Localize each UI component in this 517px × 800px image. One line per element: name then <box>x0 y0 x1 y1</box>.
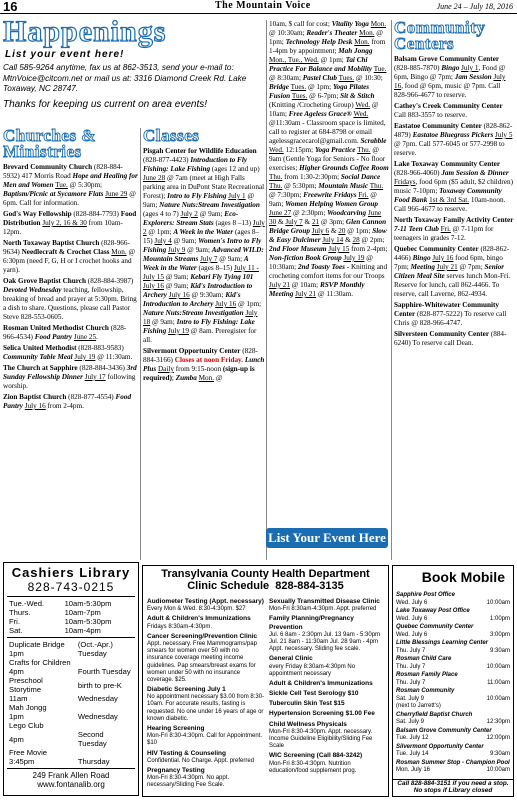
clinic-title: Transylvania County Health Department <box>161 568 370 580</box>
library-row: Mah Jongg <box>9 703 47 712</box>
church-entry: The Church at Sapphire (828-884-3436) 3rd Sunday Fellowship Dinner July 17 following worship. <box>3 364 137 390</box>
classes-column <box>143 128 265 562</box>
clinic-subtitle: Clinic Schedule 828-884-3135 <box>187 580 344 592</box>
churches-list <box>3 163 139 411</box>
classes-continued-text: 10am, $ call for cost; Vitality Yoga Mon. @ 10:30am; Reader's Theater Mon. @ 1pm; Technology Help Desk Mon. from 1-4pm by appointment; Mah Jongg Mon., Tue., Wed. @ 1pm; Tai Chi Practice For Balance and Mobility Tue. @ 8:30am; Pastel Club Tues. @ 10:30; Bridge Tues. @ 1pm; Yoga Pilates Fusion Tues. @ 6-7pm; Sit & Stitch (Knitting /Crocheting Group) Wed. @ 10am; Free Ageless Grace® Wed. @11:30am - Classroom space is limited, call to register at 684-8798 or email agelessgracecarol@gmail.com. Scrabble Wed. 12:15pm; Yoga Practice Thu. @ 9am (Gentle Yoga for Seniors - No floor exercises; Higher Grounds Coffee Room Thu. from 1:30-2:30pm; Social Dance Thu. @ 5:30pm; Mountain Music Thu. @ 7:30pm; Freewrite Fridays Fri. @ 9am; Women Helping Women Group June 27 @ 2:30pm; Woodcarving June 30 & July 7 & 21 @ 3pm; Glen Cannon Bridge Group July 6 & 20 @ 1pm; Slow & Easy Dulcimer July 14 & 28 @ 2pm; 2nd Floor Museum July 15 from 2-4pm; Non-fiction Book Group July 19 @ 10:30am; 2nd Toasty Toes - Knitting and crocheting comfort items for our Troops July 21 @ 10am; RSVP Monthly Meeting July 21 @ 11:30am. <box>269 20 389 298</box>
library-row: 4pm Fourth Tuesday <box>9 667 131 676</box>
clinic-item: Family Planning/Pregnancy Prevention Jul. 6 8am - 2:30pm Jul. 13 9am - 5:30pm Jul. 21 8am - 11:30am Jul. 28 9am - 4pm Appt. necessary. Sliding fee scale. <box>269 615 381 653</box>
bookmobile-time: Thu. July 7 11:00am <box>396 679 510 686</box>
library-row: Crafts for Children <box>9 658 71 667</box>
happenings-intro-text: Call 585-9264 anytime, fax us at 862-3513, send your e-mail to: MtnVoice@citcom.net or mail us at: 3316 Diamond Creek Rd. Lake Toxaway, NC 28747. <box>3 63 247 94</box>
library-hours <box>7 599 135 635</box>
library-address: 249 Frank Allen Road <box>32 771 110 780</box>
clinic-phone: 828-884-3135 <box>275 580 344 592</box>
clinic-item: HIV Testing & Counseling Confidential. No Charge. Appt. preferred <box>147 749 255 764</box>
library-row: Preschool Storytime birth to pre-K <box>9 676 122 694</box>
library-website[interactable]: www.fontanalib.org <box>37 780 105 789</box>
bookmobile-stop: Silvermont Opportunity Center <box>396 743 484 750</box>
clinic-item: Adult & Children's Immunizations <box>269 679 373 687</box>
page-header <box>0 0 517 14</box>
clinic-item: Hearing Screening Mon-Fri 8:30-4:30pm. Call for Appointment. $10 <box>147 725 263 747</box>
bookmobile-time: Tue. July 14 9:30am <box>396 751 510 757</box>
center-entry: Silversteen Community Center (884-6240) To reserve call Dean. <box>394 330 507 347</box>
library-row: 1pm Tuesday <box>9 649 107 658</box>
bookmobile-time: Thu. July 7 10:00am <box>396 663 510 670</box>
center-entry: Balsam Grove Community Center (828-885-7870) Bingo July 1, Food @ 6pm, Bingo @ 7pm; Jam Session July 16, food @ 6pm, music @ 7pm. Call 828-966-4677 to reserve. <box>394 55 506 99</box>
list-your-event-banner[interactable]: List Your Event Here <box>266 528 388 548</box>
happenings-title: Happenings <box>3 17 167 48</box>
center-entry: Cathey's Creek Community Center Call 883-3557 to reserve. <box>394 102 503 119</box>
bookmobile-time: Thu. July 7 9:30am <box>396 647 510 654</box>
clinic-item: WIC Screening (Call 884-3242) Mon-Fri 8:30-4:30pm. Nutrition education/food supplement prog. <box>269 752 363 774</box>
library-row: 4pm Second Tuesday <box>9 730 107 748</box>
clinic-right-list <box>269 598 386 777</box>
clinic-item: Cancer Screening/Prevention Clinic Appt. necessary. Free Mammograms/pap smears for women over 50 with no insurance coverage meeting income guidelines. Pap smears/breast exams for women under 50 with no insurance coverage. $25. <box>147 632 258 683</box>
centers-list <box>394 55 515 348</box>
clinic-item: Sexually Transmitted Disease Clinic Mon-Fri 8:30am-4:30pm. Appt. preferred <box>269 598 380 613</box>
bookmobile-time: Sat. July 9 12:30pm <box>396 719 510 725</box>
library-row: 1pm Wednesday <box>9 712 118 721</box>
bookmobile-stop: Rosman Child Care <box>396 656 452 662</box>
church-entry: Oak Grove Baptist Church (828-884-3987) Devoted Wednesday teaching, fellowship, breaking of bread and prayer at 5:30pm. Bring a dish to share. Questions, please call Pastor Steve 828-553-0605. <box>3 277 137 321</box>
library-row: Fri. 10am-5:30pm <box>9 617 112 626</box>
clinic-item: Tuberculin Skin Test $15 <box>269 700 345 708</box>
bookmobile-title: Book Mobile <box>421 569 505 585</box>
churches-heading: Churches & Ministries <box>3 128 96 161</box>
bookmobile-footer: Call 828-884-3151 if you need a stop. No stops if Library closed <box>393 779 513 794</box>
library-row: 3:45pm Thursday <box>9 757 110 766</box>
bookmobile-stop: Lake Toxaway Post Office <box>396 608 470 614</box>
bookmobile-time: Tue. July 12 12:00pm <box>396 735 510 741</box>
center-entry: North Toxaway Family Activity Center 7-11 Teen Club Fri. @ 7-11pm for teenagers in grades 7-12. <box>394 216 514 242</box>
class-entry: Silvermont Opportunity Center (828-884-3166) Closes at noon Friday. Lunch Plus Daily from 9:15-noon (sign-up is required); Zumba Mon. @ <box>143 347 265 382</box>
library-row: Sat. 10am-4pm <box>9 626 101 635</box>
community-centers-column <box>394 20 515 560</box>
bookmobile-stop: Balsam Grove Community Center <box>396 727 492 734</box>
bookmobile-stop: Rosman Community <box>396 688 455 694</box>
center-entry: Sapphire-Whitewater Community Center (828-877-5222) To reserve call Chris @ 828-966-4747. <box>394 301 507 327</box>
library-row: Tue.-Wed. 10am-5:30pm <box>9 599 112 608</box>
library-events <box>7 640 135 766</box>
library-name: Cashiers Library <box>11 565 131 580</box>
bookmobile-stop: Quebec Community Center <box>396 624 474 630</box>
center-entry: Lake Toxaway Community Center (828-966-4060) Jam Session & Dinner Fridays, food 6pm ($5 adult, $2 children) music 7-10pm; Toxaway Community Food Bank 1st & 3rd Sat. 10am-noon. Call 966-4677 to reserve. <box>394 160 513 213</box>
bookmobile-time: (next to Jarrett's) <box>396 703 441 709</box>
masthead: The Mountain Voice <box>215 0 311 11</box>
clinic-left-list <box>147 598 265 792</box>
library-row: Free Movie <box>9 748 47 757</box>
issue-date: June 24 – July 18, 2016 <box>436 2 513 11</box>
thanks-text: Thanks for keeping us current on area events! <box>3 98 208 110</box>
bookmobile-stop: Little Blessings Learning Center <box>396 640 489 646</box>
bookmobile-time: Wed. July 6 3:00pm <box>396 631 510 638</box>
classes-continued <box>269 20 390 525</box>
clinic-item: Audiometer Testing (Appt. necessary) Every Mon & Wed. 8:30-4:30pm. $27 <box>147 598 264 613</box>
bookmobile-stop: Rosman Family Place <box>396 672 458 678</box>
church-entry: Selica United Methodist (828-883-9583) Community Table Meal July 19 @ 11:30am. <box>3 344 133 361</box>
library-row: Lego Club <box>9 721 44 730</box>
bookmobile-time: Wed. July 6 10:00am <box>396 599 510 606</box>
churches-column <box>3 128 139 560</box>
page-number: 16 <box>3 0 18 14</box>
church-entry: Brevard Community Church (828-884-5932) 417 Morris Road Hope and Healing for Men and Women Tue. @ 5:30pm; Baptism/Picnic at Sycamore Flats June 29 @ 6pm. Call for information. <box>3 163 138 207</box>
bookmobile-stop: Cherryfield Baptist Church <box>396 711 473 718</box>
bookmobile-stop: Sapphire Post Office <box>396 592 455 598</box>
happenings-subtitle: List your event here! <box>5 49 125 60</box>
church-entry: North Toxaway Baptist Church (828-966-9634) Needlecraft & Crochet Class Mon. @ 6:30pm (need F, G, H or I crochet hooks and yarn). <box>3 239 136 274</box>
class-entry: Pisgah Center for Wildlife Education (828-877-4423) Introduction to Fly Fishing: Lake Fishing (ages 12 and up) June 28 @ 7am (meet at High Falls parking area in DuPont State Recreational Forest); Intro to Fly Fishing July 1 @ 9am; Nature Nuts:Stream Investigation (ages 4 to 7) July 2 @ 9am; Eco-Explorers: Stream Stats (ages 8 –13) July 2 @ 1pm; A Week in the Water (ages 8–15) July 4 @ 9am; Women's Intro to Fly Fishing July 9 @ 9am; Advanced WILD: Mountain Streams July 7 @ 9am; A Week in the Water (ages 8–15) July 11 - July 15 @ 9am; Kebari Fly Tying 101 July 16 @ 9am; Kid's Introduction to Archery July 16 @ 9:30am; Kid's Introduction to Archery July 16 @ 1pm; Nature Nuts:Stream Investigation July 18 @ 9am; Intro to Fly Fishing: Lake Fishing July 19 @ 8am. Preregister for all. <box>143 147 265 344</box>
library-row: Duplicate Bridge (Oct.-Apr.) <box>9 640 113 649</box>
church-entry: Rosman United Methodist Church (828-966-4534) Food Pantry June 25. <box>3 324 127 341</box>
clinic-item: Diabetic Screening July 1 No appointment necessary $3.00 from 8:30-10am. For accurate results, fasting is requested. No one under 16 years of age or known diabetic. <box>147 686 265 722</box>
clinic-item: Adult & Children's Immunizations Fridays 8:30am-4:30pm. <box>147 615 251 630</box>
library-phone: 828-743-0215 <box>27 580 115 594</box>
centers-heading: Community Centers <box>394 20 486 53</box>
library-row: 11am Wednesday <box>9 694 118 703</box>
classes-heading: Classes <box>143 128 200 145</box>
center-entry: Eastatoe Community Center (828-862-4879) Eastatoe Bluegrass Pickers July 5 @ 7pm. Call 577-6045 or 577-2998 to reserve. <box>394 122 513 157</box>
classes-list <box>143 147 265 383</box>
clinic-item: Sickle Cell Test Serology $10 <box>269 690 359 698</box>
clinic-item: General Clinic every Friday 8:30am-4:30pm No appointment necessary <box>269 655 356 677</box>
church-entry: Zion Baptist Church (828-877-4554) Food Pantry July 16 from 2-4pm. <box>3 393 132 410</box>
clinic-item: Hypertension Screening $1.00 Fee <box>269 710 375 718</box>
library-row: Thurs. 10am-7pm <box>9 608 101 617</box>
bookmobile-time: Wed. July 6 1:00pm <box>396 615 510 622</box>
bookmobile-box <box>392 565 514 797</box>
bookmobile-stops <box>393 592 513 775</box>
bookmobile-time: Sat. July 9 10:00am <box>396 695 510 702</box>
church-entry: God's Way Fellowship (828-884-7793) Food Distribution July 2, 16 & 30 from 10am-12pm. <box>3 210 137 236</box>
clinic-item: Child Wellness Physicals Mon-Fri 8:30-4:30pm. Appt. necessary. Income Guideline Eligibility/Sliding Fee Scale <box>269 720 373 750</box>
bookmobile-time: Mon. July 16 10:00am <box>396 767 510 773</box>
clinic-schedule-box <box>142 565 389 797</box>
center-entry: Quebec Community Center (828-862-4466) Bingo July 16 food 6pm, bingo 7pm; Meeting July 21 @ 7pm; Senior Citizen Meal Site serves lunch Mon-Fri. Reserve for lunch, call 862-4466. To reserve, call Laverne, 862-4934. <box>394 245 511 298</box>
cashiers-library-box <box>3 562 139 798</box>
bookmobile-stop: Rosman Summer Stop - Champion Pool <box>396 759 510 766</box>
clinic-item: Pregnancy Testing Mon-Fri 8:30-4:30pm. No appt. necessary/Sliding Fee Scale. <box>147 766 230 789</box>
